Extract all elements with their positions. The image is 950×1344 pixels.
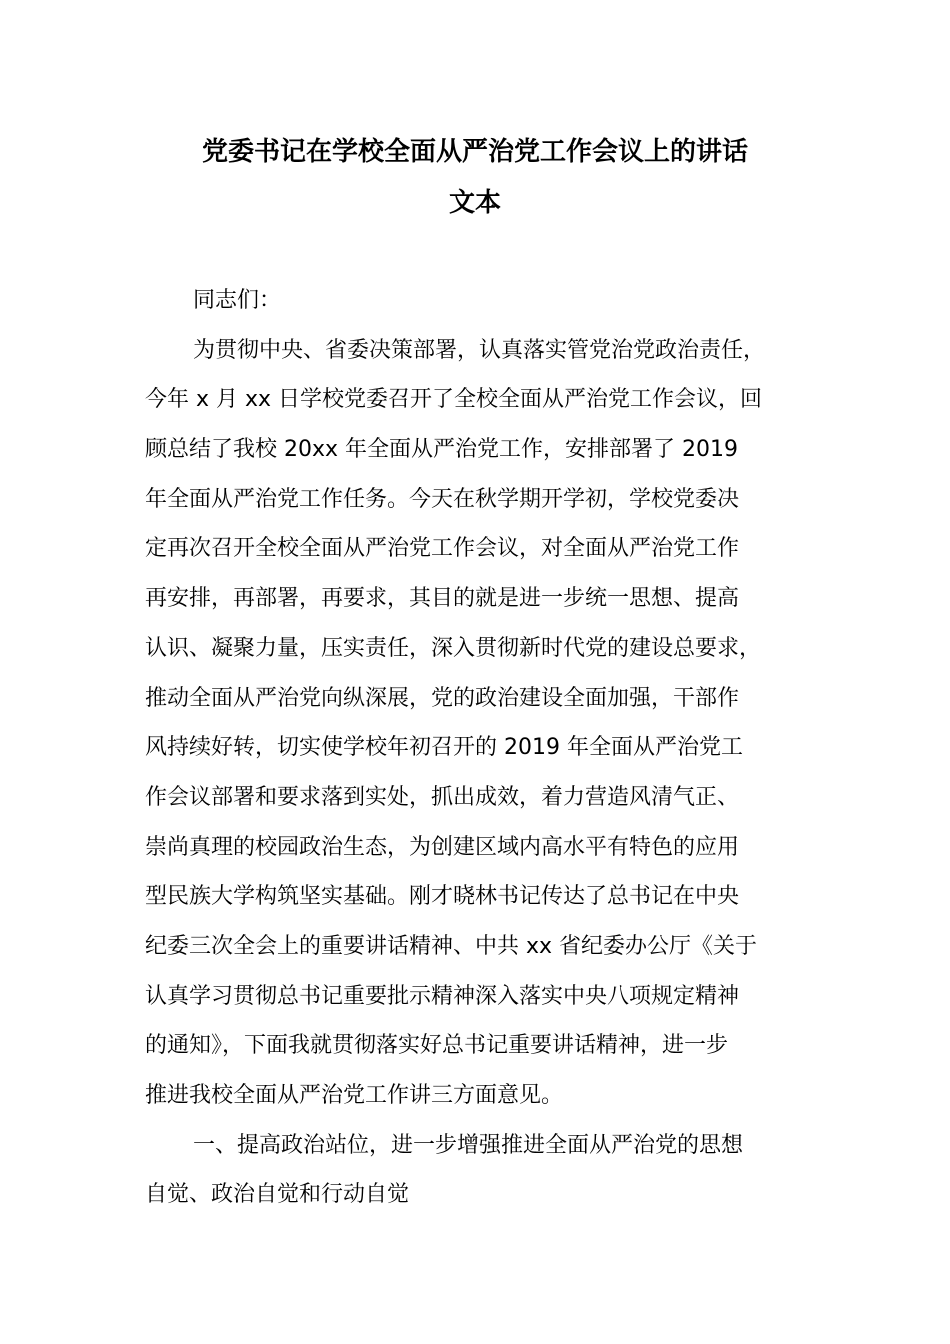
paragraph-1-line: 认识、凝聚力量，压实责任，深入贯彻新时代党的建设总要求，: [145, 635, 762, 661]
paragraph-1-line: 推进我校全面从严治党工作讲三方面意见。: [145, 1083, 564, 1108]
document-body: [145, 276, 825, 1220]
paragraph-1-line: 的通知》，下面我就贯彻落实好总书记重要讲话精神，进一步: [145, 1033, 729, 1059]
paragraph-1-line: 定再次召开全校全面从严治党工作会议，对全面从严治党工作: [145, 536, 740, 562]
document-title-line-1: 党委书记在学校全面从严治党工作会议上的讲话: [201, 137, 748, 167]
paragraph-1-line: 作会议部署和要求落到实处，抓出成效，着力营造风清气正、: [145, 784, 740, 810]
paragraph-1-line: 今年 x 月 xx 日学校党委召开了全校全面从严治党工作会议，回: [145, 387, 763, 413]
document-title-line-2: 文本: [448, 188, 501, 218]
paragraph-1-line: 年全面从严治党工作任务。今天在秋学期开学初，学校党委决: [145, 486, 740, 512]
paragraph-1-line: 顾总结了我校 20xx 年全面从严治党工作，安排部署了 2019: [145, 437, 739, 463]
paragraph-1-line: 认真学习贯彻总书记重要批示精神深入落实中央八项规定精神: [145, 983, 740, 1009]
paragraph-1-line: 型民族大学构筑坚实基础。刚才晓林书记传达了总书记在中央: [145, 884, 740, 910]
paragraph-1-line: 崇尚真理的校园政治生态，为创建区域内高水平有特色的应用: [145, 834, 740, 860]
paragraph-1-line: 再安排，再部署，再要求，其目的就是进一步统一思想、提高: [145, 586, 740, 612]
section-1-heading-line: 一、提高政治站位，进一步增强推进全面从严治党的思想: [193, 1132, 744, 1158]
paragraph-1-line: 推动全面从严治党向纵深展，党的政治建设全面加强，干部作: [145, 685, 740, 711]
salutation: 同志们：: [193, 288, 282, 313]
paragraph-1-line: 纪委三次全会上的重要讲话精神、中共 xx 省纪委办公厅《关于: [145, 933, 758, 959]
paragraph-1-line: 风持续好转，切实使学校年初召开的 2019 年全面从严治党工: [145, 735, 743, 761]
paragraph-1-line: 为贯彻中央、省委决策部署，认真落实管党治党政治责任，: [193, 337, 766, 363]
section-1-heading-line: 自觉、政治自觉和行动自觉: [145, 1182, 410, 1208]
paragraph-1: [145, 326, 825, 1121]
section-1-heading: [145, 1121, 825, 1220]
